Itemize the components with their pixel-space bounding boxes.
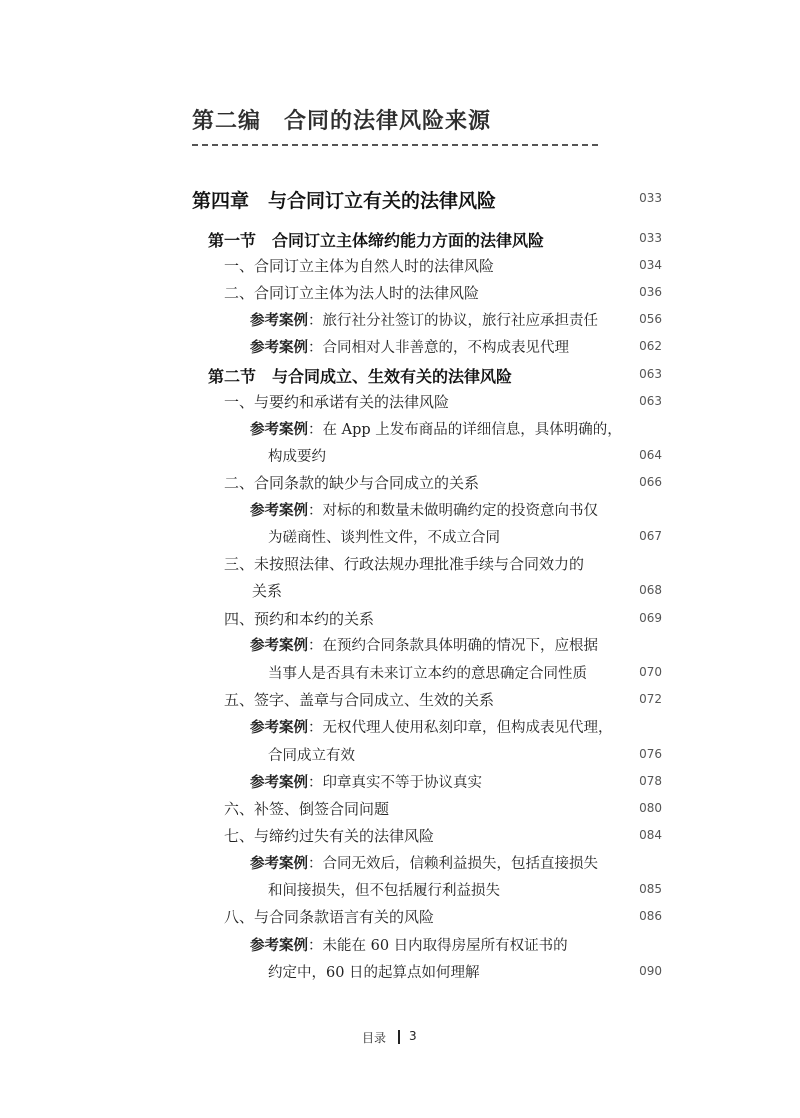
toc-entry-text: 当事人是否具有未来订立本约的意思确定合同性质 [268,666,587,682]
toc-entry-text [250,309,598,330]
footer-divider [398,1030,400,1044]
footer-label: 目录 [362,1031,387,1045]
toc-entry-text: 二、合同条款的缺少与合同成立的关系 [224,474,480,492]
toc-entry-text [250,771,482,792]
toc-page-number: 067 [639,529,662,543]
case-label: 参考案例 [250,313,308,329]
case-label: 参考案例 [250,856,308,872]
toc-page-number: 033 [639,231,662,245]
toc-entry-text: 七、与缔约过失有关的法律风险 [224,827,435,845]
case-label: 参考案例 [250,720,308,736]
toc-page-number: 056 [639,312,662,326]
toc-entry-text: 第四章 与合同订立有关的法律风险 [192,190,497,212]
toc-page-number: 062 [639,339,662,353]
case-label: 参考案例 [250,775,308,791]
part-title: 第二编 合同的法律风险来源 [192,109,492,134]
toc-page-number: 072 [639,692,662,706]
toc-entry-text [250,852,598,873]
toc-entry-text: 四、预约和本约的关系 [224,610,375,628]
toc-entry-text: 一、合同订立主体为自然人时的法律风险 [224,257,495,275]
toc-page-number: 063 [639,394,662,408]
dashed-divider [192,144,598,146]
toc-entry-text: 六、补签、倒签合同问题 [224,800,390,818]
case-label: 参考案例 [250,340,308,356]
toc-page-number: 069 [639,611,662,625]
case-title: ：合同相对人非善意的，不构成表见代理 [308,340,569,356]
case-label: 参考案例 [250,422,308,438]
toc-page-number: 080 [639,801,662,815]
toc-page-number: 033 [639,191,662,205]
toc-entry-text [250,634,598,655]
case-title: ：在预约合同条款具体明确的情况下，应根据 [308,638,598,654]
toc-entry-text [250,336,569,357]
case-label: 参考案例 [250,938,308,954]
toc-entry-text: 二、合同订立主体为法人时的法律风险 [224,284,480,302]
toc-page-number: 084 [639,828,662,842]
toc-page-number: 064 [639,448,662,462]
toc-page-number: 036 [639,285,662,299]
toc-entry-text: 构成要约 [268,449,326,465]
toc-page-number: 076 [639,747,662,761]
toc-entry-text: 和间接损失，但不包括履行利益损失 [268,883,500,899]
case-title: ：旅行社分社签订的协议，旅行社应承担责任 [308,313,598,329]
toc-entry-text: 第二节 与合同成立、生效有关的法律风险 [208,367,513,386]
toc-entry-text [250,934,568,955]
toc-entry-text: 关系 [252,582,283,600]
toc-entry-text: 八、与合同条款语言有关的风险 [224,908,435,926]
toc-page-number: 063 [639,367,662,381]
toc-entry-text: 为磋商性、谈判性文件，不成立合同 [268,530,500,546]
footer-page-number: 3 [409,1029,417,1043]
toc-page-number: 085 [639,882,662,896]
case-label: 参考案例 [250,638,308,654]
toc-entry-text: 合同成立有效 [268,748,355,764]
case-label: 参考案例 [250,503,308,519]
toc-entry-text: 第一节 合同订立主体缔约能力方面的法律风险 [208,231,545,250]
toc-entry-text [250,499,598,520]
toc-page-number: 070 [639,665,662,679]
case-title: ：在 App 上发布商品的详细信息，具体明确的， [308,422,622,438]
case-title: ：未能在 60 日内取得房屋所有权证书的 [308,938,568,954]
toc-entry-text: 三、未按照法律、行政法规办理批准手续与合同效力的 [224,555,585,573]
case-title: ：无权代理人使用私刻印章，但构成表见代理， [308,720,613,736]
toc-entry-text [250,716,613,737]
toc-page-number: 090 [639,964,662,978]
toc-page-number: 034 [639,258,662,272]
toc-entry-text: 约定中，60 日的起算点如何理解 [268,965,480,981]
case-title: ：合同无效后，信赖利益损失，包括直接损失 [308,856,598,872]
toc-page-number: 066 [639,475,662,489]
toc-page-number: 078 [639,774,662,788]
toc-entry-text: 五、签字、盖章与合同成立、生效的关系 [224,691,495,709]
toc-page-number: 068 [639,583,662,597]
toc-entry-text: 一、与要约和承诺有关的法律风险 [224,393,450,411]
toc-page-number: 086 [639,909,662,923]
case-title: ：印章真实不等于协议真实 [308,775,482,791]
case-title: ：对标的和数量未做明确约定的投资意向书仅 [308,503,598,519]
toc-entry-text [250,418,622,439]
